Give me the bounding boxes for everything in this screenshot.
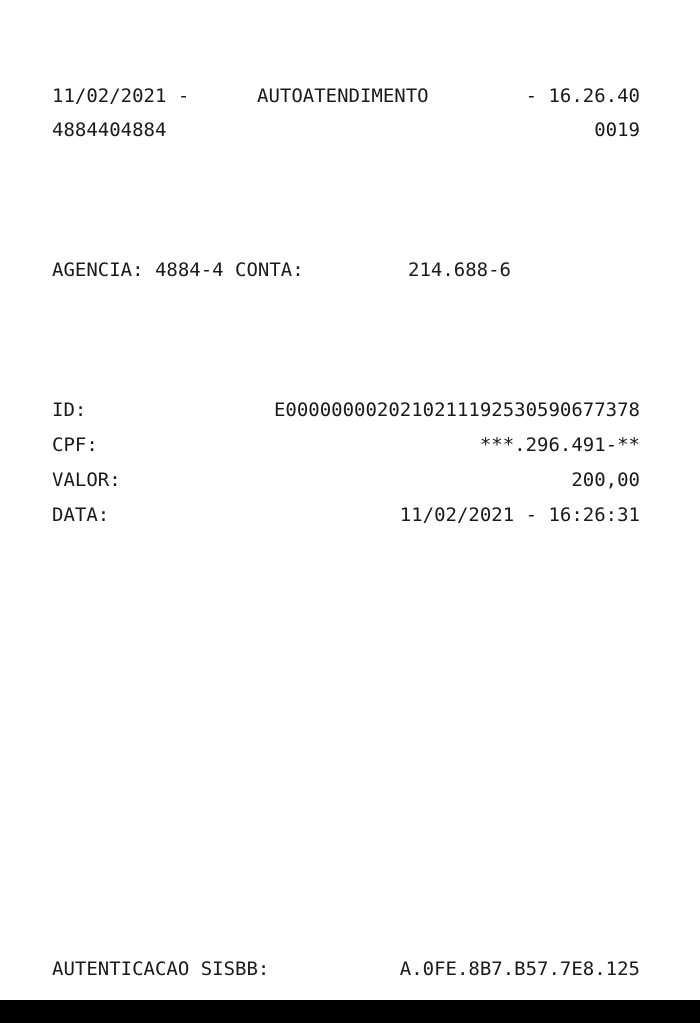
client-account-row xyxy=(52,257,640,283)
valor-label: VALOR: xyxy=(52,469,121,491)
descricao-line-3 xyxy=(176,606,646,632)
descricao-line-2 xyxy=(176,572,646,598)
header-terminal-row xyxy=(52,117,640,143)
cpf-row xyxy=(52,432,640,458)
data-row xyxy=(52,502,640,528)
valor-value: 200,00 xyxy=(571,469,640,491)
header-channel: AUTOATENDIMENTO xyxy=(257,85,429,107)
data-label: DATA: xyxy=(52,504,110,526)
single-separator xyxy=(52,362,640,388)
double-separator xyxy=(52,887,640,913)
receipt-title xyxy=(52,153,640,179)
cpf-value: ***.296.491-** xyxy=(479,434,640,456)
client-name xyxy=(52,223,640,249)
terminal-number: 4884404884 xyxy=(52,119,167,141)
header-date: 11/02/2021 - xyxy=(52,85,190,107)
id-label: ID: xyxy=(52,399,87,421)
single-separator xyxy=(52,817,640,843)
valor-row xyxy=(52,467,640,493)
autenticacao-row xyxy=(52,956,640,982)
notification-line xyxy=(52,851,640,877)
header-time: - 16.26.40 xyxy=(525,85,640,107)
descricao-line-1 xyxy=(52,537,640,563)
documento xyxy=(52,922,640,948)
data-value: 11/02/2021 - 16:26:31 xyxy=(399,504,640,526)
autenticacao-value: A.0FE.8B7.B57.7E8.125 xyxy=(399,958,640,980)
header-date-time-row xyxy=(52,83,640,109)
client-account-label: AGENCIA: 4884-4 CONTA: xyxy=(52,259,304,281)
instituicao xyxy=(52,746,640,772)
single-separator xyxy=(52,642,640,668)
double-separator xyxy=(52,292,640,318)
bottom-black-bar xyxy=(0,1000,700,1023)
autenticacao-label: AUTENTICACAO SISBB: xyxy=(52,958,270,980)
cpf-label: CPF: xyxy=(52,434,98,456)
client-account-value: 214.688-6 xyxy=(408,259,511,281)
cnpj xyxy=(52,711,640,737)
id-value: E0000000020210211192530590677378 xyxy=(273,399,640,421)
transaction-id-row xyxy=(52,397,640,423)
system-title xyxy=(52,47,640,73)
pago-para xyxy=(52,677,640,703)
payee-agencia-conta xyxy=(52,782,640,808)
section-title xyxy=(52,327,640,353)
sequence-number: 0019 xyxy=(594,119,640,141)
